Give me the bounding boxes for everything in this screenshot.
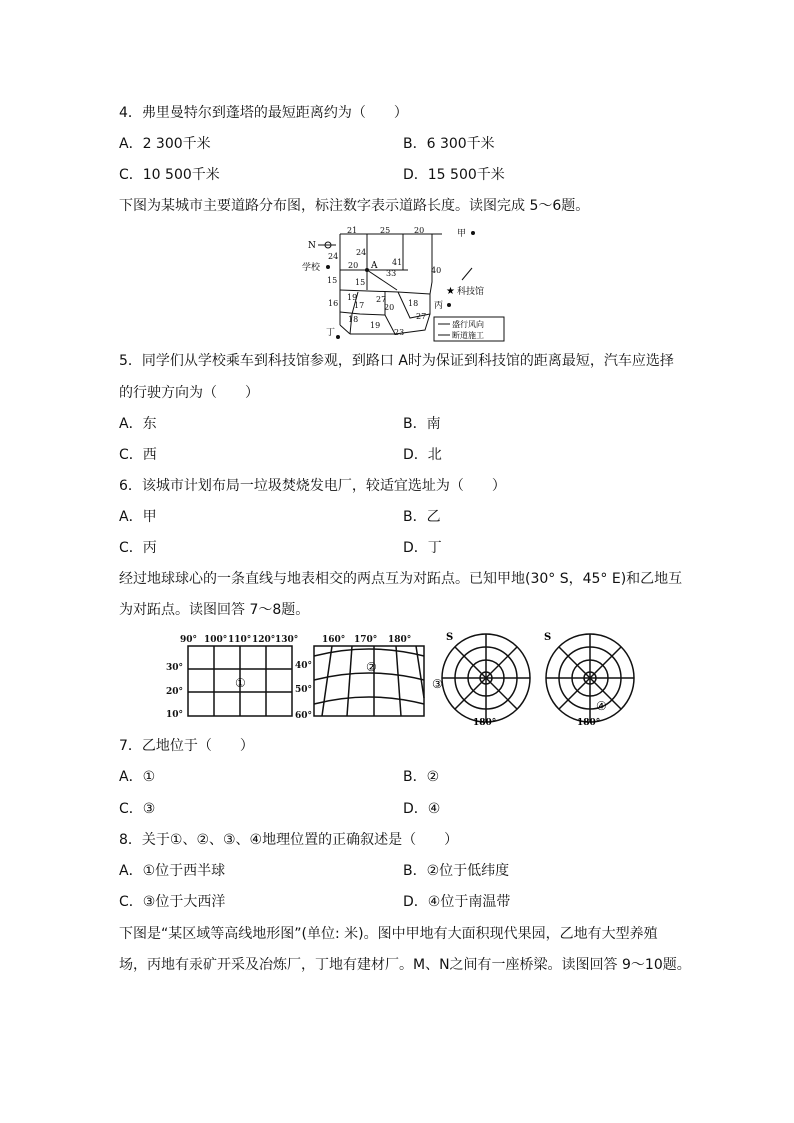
q4-option-a: A．2 300千米 (119, 136, 211, 152)
place-bing: 丙 (434, 301, 444, 311)
map4-corner-label: S (544, 632, 552, 643)
museum-star-icon: ★ (446, 286, 455, 297)
road-length: 18 (408, 299, 419, 308)
north-label: N (308, 241, 316, 251)
map1-marker: ① (235, 676, 246, 690)
map1-top-label: 110° (228, 635, 252, 645)
grid-map-2 (295, 635, 424, 721)
road-length: 33 (386, 269, 397, 278)
q8-stem: 8．关于①、②、③、④地理位置的正确叙述是（ ） (119, 832, 459, 848)
q7-option-d: D．④ (403, 801, 441, 817)
intro-5-6: 下图为某城市主要道路分布图，标注数字表示道路长度。读图完成 5～6题。 (119, 198, 590, 214)
map2-left-label: 40° (295, 661, 313, 671)
bing-dot-icon (447, 303, 451, 307)
q7-option-c: C．③ (119, 801, 156, 817)
q6-option-d: D．丁 (403, 540, 442, 556)
q6-option-b: B．乙 (403, 509, 441, 525)
map1-left-label: 20° (166, 687, 184, 697)
q7-stem: 7．乙地位于（ ） (119, 738, 254, 754)
road-length: 16 (328, 299, 339, 308)
road-length: 18 (348, 315, 359, 324)
q5-option-d: D．北 (403, 447, 442, 463)
ding-dot-icon (336, 335, 340, 339)
q4-option-b: B．6 300千米 (403, 136, 495, 152)
map3-marker: ③ (432, 677, 443, 691)
grid-map-3 (432, 632, 530, 726)
q5-stem-line2: 的行驶方向为（ ） (119, 385, 259, 401)
wind-arrow-icon (462, 268, 472, 280)
q7-option-a: A．① (119, 769, 156, 785)
map2-left-label: 60° (295, 711, 313, 721)
map4-marker: ④ (596, 699, 607, 713)
q8-option-a: A．①位于西半球 (119, 863, 226, 879)
intro-7-8-line1: 经过地球球心的一条直线与地表相交的两点互为对跖点。已知甲地(30° S，45° E)和乙地互 (119, 571, 683, 587)
map3-corner-label: S (446, 632, 454, 643)
q5-option-a: A．东 (119, 416, 157, 432)
jia-dot-icon (471, 231, 475, 235)
map1-left-label: 30° (166, 663, 184, 673)
map1-left-label: 10° (166, 710, 184, 720)
map3-bottom-label: 180° (473, 718, 497, 726)
map2-marker: ② (366, 660, 377, 674)
map2-top-label: 170° (354, 635, 378, 645)
road-length: 20 (348, 261, 359, 270)
place-school: 学校 (302, 263, 321, 273)
q8-option-d: D．④位于南温带 (403, 894, 511, 910)
intro-9-10-line1: 下图是“某区域等高线地形图”(单位: 米)。图中甲地有大面积现代果园，乙地有大型养殖 (119, 926, 658, 942)
road-length: 20 (414, 226, 425, 235)
road-map-figure (300, 222, 510, 344)
map2-top-label: 180° (388, 635, 412, 645)
grid-map-1 (166, 635, 298, 720)
road-length: 24 (328, 252, 339, 261)
intro-7-8-line2: 为对跖点。读图回答 7～8题。 (119, 602, 310, 618)
q4-option-d: D．15 500千米 (403, 167, 505, 183)
map1-top-label: 90° (180, 635, 198, 645)
place-ding: 丁 (326, 328, 336, 338)
road-length: 15 (355, 278, 366, 287)
road-length: 20 (384, 303, 395, 312)
place-jia: 甲 (457, 229, 467, 239)
map2-top-label: 160° (322, 635, 346, 645)
map4-bottom-label: 180° (577, 718, 601, 726)
school-dot-icon (326, 265, 330, 269)
road-length: 24 (356, 248, 367, 257)
legend-closed: 断道施工 (452, 331, 484, 340)
road-length: 41 (392, 258, 403, 267)
road-length: 27 (416, 312, 427, 321)
road-length: 19 (370, 321, 381, 330)
q4-option-c: C．10 500千米 (119, 167, 220, 183)
place-museum: 科技馆 (457, 287, 485, 297)
map1-top-label: 100° (204, 635, 228, 645)
map2-left-label: 50° (295, 685, 313, 695)
road-length: 21 (347, 226, 358, 235)
road-length: 17 (354, 301, 365, 310)
q5-stem-line1: 5．同学们从学校乘车到科技馆参观，到路口 A时为保证到科技馆的距离最短，汽车应选择 (119, 353, 674, 369)
q6-option-c: C．丙 (119, 540, 157, 556)
place-a: A (371, 261, 378, 271)
junction-a-dot-icon (365, 268, 369, 272)
road-length: 19 (347, 293, 358, 302)
map1-top-label: 130° (275, 635, 299, 645)
map1-top-label: 120° (252, 635, 276, 645)
q4-stem: 4．弗里曼特尔到蓬塔的最短距离约为（ ） (119, 105, 408, 121)
q8-option-c: C．③位于大西洋 (119, 894, 226, 910)
road-length: 25 (380, 226, 391, 235)
grid-maps-figure (162, 628, 642, 726)
road-length: 23 (394, 328, 405, 337)
legend-wind: 盛行风向 (452, 320, 484, 329)
q5-option-b: B．南 (403, 416, 441, 432)
q5-option-c: C．西 (119, 447, 157, 463)
grid-map-4 (544, 632, 634, 726)
road-length: 40 (431, 266, 442, 275)
q7-option-b: B．② (403, 769, 440, 785)
q6-stem: 6．该城市计划布局一垃圾焚烧发电厂，较适宜选址为（ ） (119, 478, 506, 494)
q8-option-b: B．②位于低纬度 (403, 863, 510, 879)
intro-9-10-line2: 场，丙地有汞矿开采及冶炼厂，丁地有建材厂。M、N之间有一座桥梁。读图回答 9～10题。 (119, 957, 691, 973)
road-length: 27 (376, 295, 387, 304)
road-length: 15 (327, 276, 338, 285)
q6-option-a: A．甲 (119, 509, 157, 525)
